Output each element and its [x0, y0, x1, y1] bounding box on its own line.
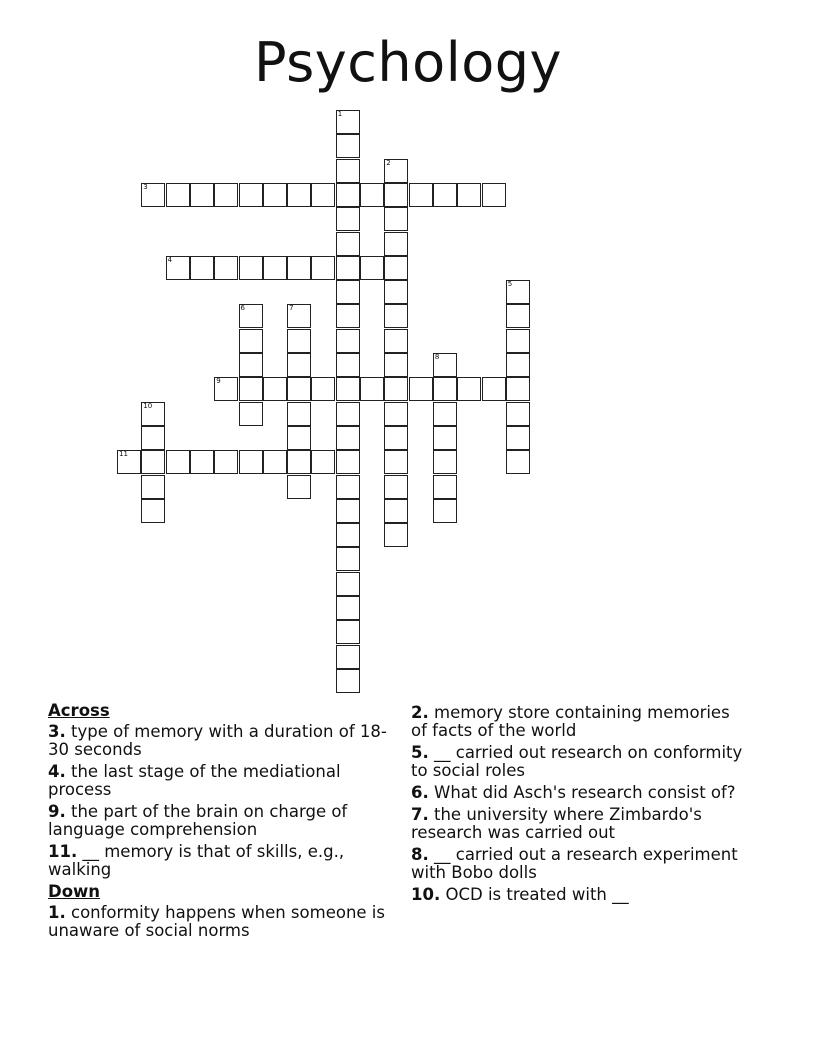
grid-cell[interactable]	[336, 353, 360, 377]
grid-cell[interactable]	[336, 426, 360, 450]
grid-cell[interactable]	[311, 256, 335, 280]
grid-cell[interactable]	[336, 499, 360, 523]
grid-cell[interactable]	[360, 183, 384, 207]
grid-cell[interactable]	[287, 329, 311, 353]
grid-cell[interactable]	[141, 426, 165, 450]
grid-cell[interactable]	[336, 256, 360, 280]
grid-cell[interactable]	[141, 499, 165, 523]
grid-cell[interactable]	[336, 620, 360, 644]
grid-cell[interactable]	[433, 183, 457, 207]
grid-cell[interactable]	[287, 353, 311, 377]
grid-cell[interactable]	[384, 329, 408, 353]
grid-cell[interactable]	[239, 256, 263, 280]
grid-cell[interactable]	[336, 523, 360, 547]
grid-cell[interactable]	[336, 402, 360, 426]
grid-cell[interactable]	[433, 426, 457, 450]
grid-cell[interactable]	[482, 377, 506, 401]
grid-cell[interactable]	[287, 256, 311, 280]
grid-cell[interactable]	[239, 377, 263, 401]
clue-number: 6	[240, 304, 245, 313]
grid-cell[interactable]	[311, 377, 335, 401]
grid-cell[interactable]	[336, 304, 360, 328]
grid-cell[interactable]	[336, 329, 360, 353]
grid-cell[interactable]	[360, 256, 384, 280]
grid-cell[interactable]	[166, 183, 190, 207]
grid-cell[interactable]	[311, 450, 335, 474]
grid-cell[interactable]	[336, 183, 360, 207]
grid-cell[interactable]	[336, 159, 360, 183]
grid-cell[interactable]	[287, 304, 311, 328]
grid-cell[interactable]	[433, 353, 457, 377]
grid-cell[interactable]	[384, 377, 408, 401]
grid-cell[interactable]	[384, 280, 408, 304]
clue-number: 8	[434, 353, 440, 361]
grid-cell[interactable]	[336, 450, 360, 474]
grid-cell[interactable]	[409, 183, 433, 207]
clue-across-9: 9. the part of the brain on charge of language comprehension	[48, 802, 348, 839]
grid-cell[interactable]	[141, 402, 165, 426]
grid-cell[interactable]	[433, 402, 457, 426]
grid-cell[interactable]	[190, 256, 214, 280]
grid-cell[interactable]	[384, 499, 408, 523]
clue-across-11: 11. __ memory is that of skills, e.g., walking	[48, 842, 345, 879]
grid-cell[interactable]	[336, 475, 360, 499]
grid-cell[interactable]	[506, 280, 530, 304]
clues-left-column	[48, 702, 393, 944]
grid-cell[interactable]	[506, 304, 530, 328]
grid-cell[interactable]	[287, 377, 311, 401]
grid-cell[interactable]	[336, 232, 360, 256]
grid-cell[interactable]	[336, 547, 360, 571]
clue-number: 1	[337, 110, 343, 118]
grid-cell[interactable]	[336, 110, 360, 134]
across-heading: Across	[48, 701, 110, 720]
clue-down-1: 1. conformity happens when someone is unaware of social norms	[48, 903, 385, 940]
grid-cell[interactable]	[384, 256, 408, 280]
grid-cell[interactable]	[214, 377, 238, 401]
clue-number: 7	[289, 304, 294, 313]
grid-cell[interactable]	[239, 329, 263, 353]
grid-cell[interactable]	[384, 232, 408, 256]
grid-cell[interactable]	[336, 207, 360, 231]
clue-down-7: 7. the university where Zimbardo's research was carried out	[411, 805, 702, 842]
grid-cell[interactable]	[239, 450, 263, 474]
grid-cell[interactable]	[190, 183, 214, 207]
grid-cell[interactable]	[117, 450, 141, 474]
clue-number: 10	[143, 401, 153, 410]
grid-cell[interactable]	[433, 450, 457, 474]
grid-cell[interactable]	[287, 402, 311, 426]
grid-cell[interactable]	[239, 304, 263, 328]
clue-down-8: 8. __ carried out a research experiment with Bobo dolls	[411, 845, 738, 882]
grid-cell[interactable]	[239, 402, 263, 426]
grid-cell[interactable]	[287, 183, 311, 207]
grid-cell[interactable]	[239, 353, 263, 377]
grid-cell[interactable]	[506, 353, 530, 377]
grid-cell[interactable]	[166, 256, 190, 280]
grid-cell[interactable]	[506, 450, 530, 474]
clue-down-2: 2. memory store containing memories of facts of the world	[411, 703, 730, 740]
clue-across-4: 4. the last stage of the mediational process	[48, 762, 341, 799]
grid-cell[interactable]	[360, 377, 384, 401]
grid-cell[interactable]	[336, 572, 360, 596]
grid-cell[interactable]	[263, 256, 287, 280]
grid-cell[interactable]	[311, 183, 335, 207]
grid-cell[interactable]	[506, 402, 530, 426]
grid-cell[interactable]	[214, 256, 238, 280]
grid-cell[interactable]	[457, 183, 481, 207]
grid-cell[interactable]	[141, 450, 165, 474]
grid-cell[interactable]	[287, 426, 311, 450]
grid-cell[interactable]	[287, 475, 311, 499]
clue-number: 3	[143, 182, 148, 191]
grid-cell[interactable]	[384, 183, 408, 207]
grid-cell[interactable]	[263, 377, 287, 401]
grid-cell[interactable]	[384, 450, 408, 474]
clue-down-5: 5. __ carried out research on conformity to social roles	[411, 743, 743, 780]
grid-cell[interactable]	[409, 377, 433, 401]
grid-cell[interactable]	[141, 183, 165, 207]
grid-cell[interactable]	[214, 183, 238, 207]
grid-cell[interactable]	[384, 207, 408, 231]
clue-across-3: 3. type of memory with a duration of 18-30 seconds	[48, 722, 387, 759]
clues-right-column	[411, 704, 746, 908]
grid-cell[interactable]	[384, 304, 408, 328]
grid-cell[interactable]	[336, 134, 360, 158]
grid-cell[interactable]	[336, 669, 360, 693]
clue-number: 9	[216, 377, 221, 386]
grid-cell[interactable]	[166, 450, 190, 474]
clue-number: 11	[119, 450, 128, 459]
grid-cell[interactable]	[433, 377, 457, 401]
grid-cell[interactable]	[336, 377, 360, 401]
grid-cell[interactable]	[384, 523, 408, 547]
grid-cell[interactable]	[457, 377, 481, 401]
grid-cell[interactable]	[384, 159, 408, 183]
grid-cell[interactable]	[384, 402, 408, 426]
grid-cell[interactable]	[336, 596, 360, 620]
grid-cell[interactable]	[384, 426, 408, 450]
grid-cell[interactable]	[506, 426, 530, 450]
clue-number: 2	[386, 158, 391, 167]
clue-number: 4	[167, 255, 173, 264]
grid-cell[interactable]	[336, 645, 360, 669]
down-heading: Down	[48, 882, 101, 901]
grid-cell[interactable]	[263, 450, 287, 474]
grid-cell[interactable]	[506, 329, 530, 353]
grid-cell[interactable]	[239, 183, 263, 207]
grid-cell[interactable]	[384, 475, 408, 499]
grid-cell[interactable]	[263, 183, 287, 207]
grid-cell[interactable]	[190, 450, 214, 474]
grid-cell[interactable]	[433, 499, 457, 523]
grid-cell[interactable]	[433, 475, 457, 499]
grid-cell[interactable]	[141, 475, 165, 499]
clue-number: 5	[507, 280, 513, 289]
grid-cell[interactable]	[482, 183, 506, 207]
grid-cell[interactable]	[384, 353, 408, 377]
grid-cell[interactable]	[214, 450, 238, 474]
puzzle-title: Psychology	[254, 31, 562, 94]
grid-cell[interactable]	[336, 280, 360, 304]
grid-cell[interactable]	[506, 377, 530, 401]
clue-down-6: 6. What did Asch's research consist of?	[411, 783, 736, 802]
clue-down-10: 10. OCD is treated with __	[411, 885, 629, 904]
grid-cell[interactable]	[287, 450, 311, 474]
